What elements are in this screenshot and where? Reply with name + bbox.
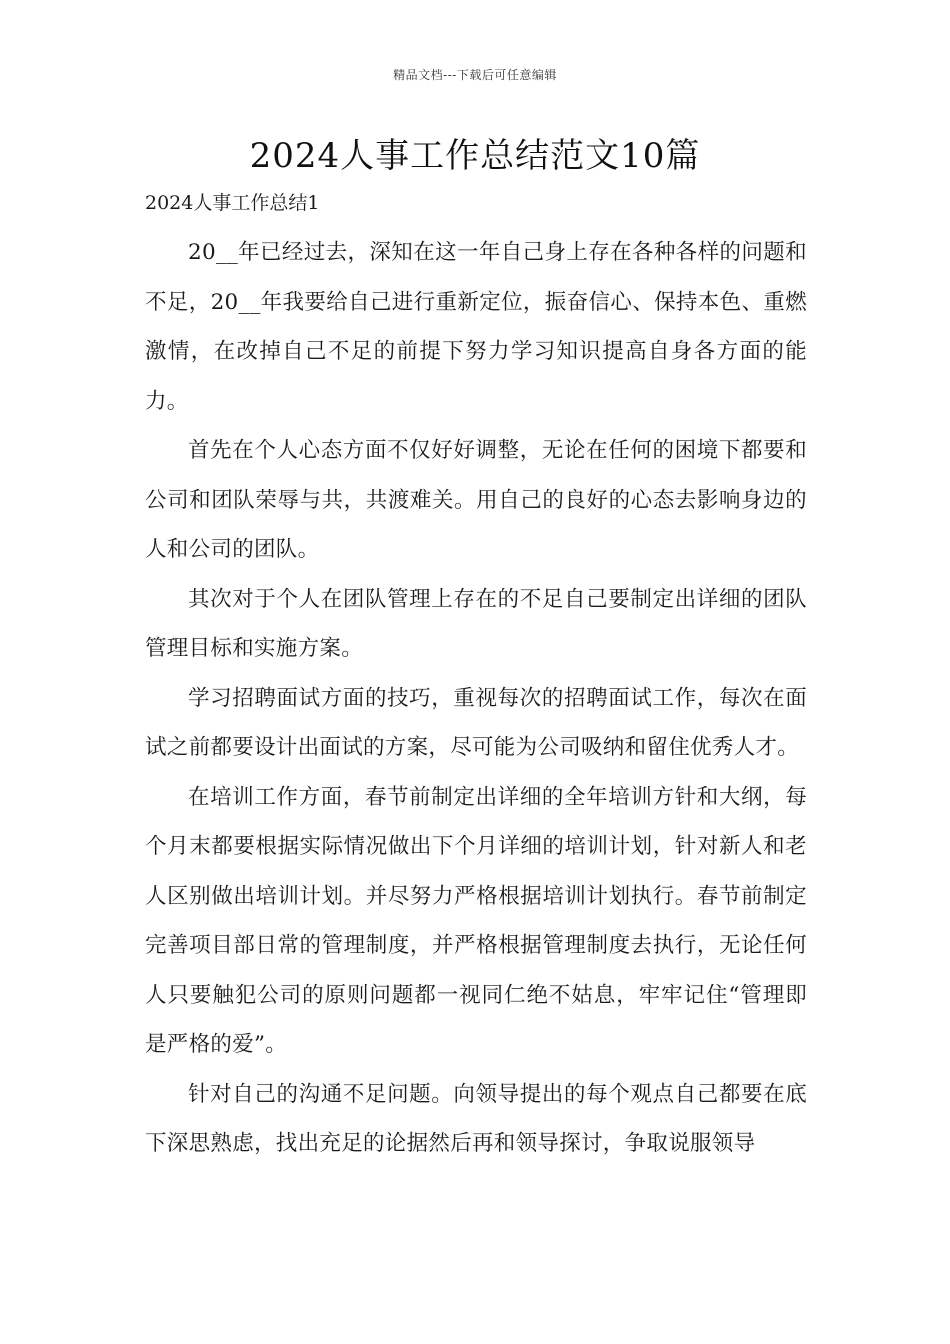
paragraph: 首先在个人心态方面不仅好好调整，无论在任何的困境下都要和公司和团队荣辱与共，共渡难关。用自己的良好的心态去影响身边的人和公司的团队。: [145, 438, 807, 562]
paragraph: 针对自己的沟通不足问题。向领导提出的每个观点自己都要在底下深思熟虑，找出充足的论据然后再和领导探讨，争取说服领导: [145, 1081, 807, 1156]
paragraph: 在培训工作方面，春节前制定出详细的全年培训方针和大纲，每个月末都要根据实际情况做出下个月详细的培训计划，针对新人和老人区别做出培训计划。并尽努力严格根据培训计划执行。春节前制定完善项目部日常的管理制度，并严格根据管理制度去执行，无论任何人只要触犯公司的原则问题都一视同仁绝不姑息，牢牢记住“管理即是严格的爱”。: [145, 784, 807, 1057]
paragraph: 学习招聘面试方面的技巧，重视每次的招聘面试工作，每次在面试之前都要设计出面试的方案，尽可能为公司吸纳和留住优秀人才。: [145, 685, 807, 760]
header-note: 精品文档---下载后可任意编辑: [393, 68, 557, 82]
body-text: [145, 228, 807, 1169]
document-title: 2024人事工作总结范文10篇: [249, 136, 701, 176]
section-heading: 2024人事工作总结1: [145, 192, 320, 214]
paragraph: 其次对于个人在团队管理上存在的不足自己要制定出详细的团队管理目标和实施方案。: [145, 586, 807, 661]
paragraph: 20__年已经过去，深知在这一年自己身上存在各种各样的问题和不足，20__年我要给自己进行重新定位，振奋信心、保持本色、重燃激情，在改掉自己不足的前提下努力学习知识提高自身各方面的能力。: [145, 240, 807, 414]
